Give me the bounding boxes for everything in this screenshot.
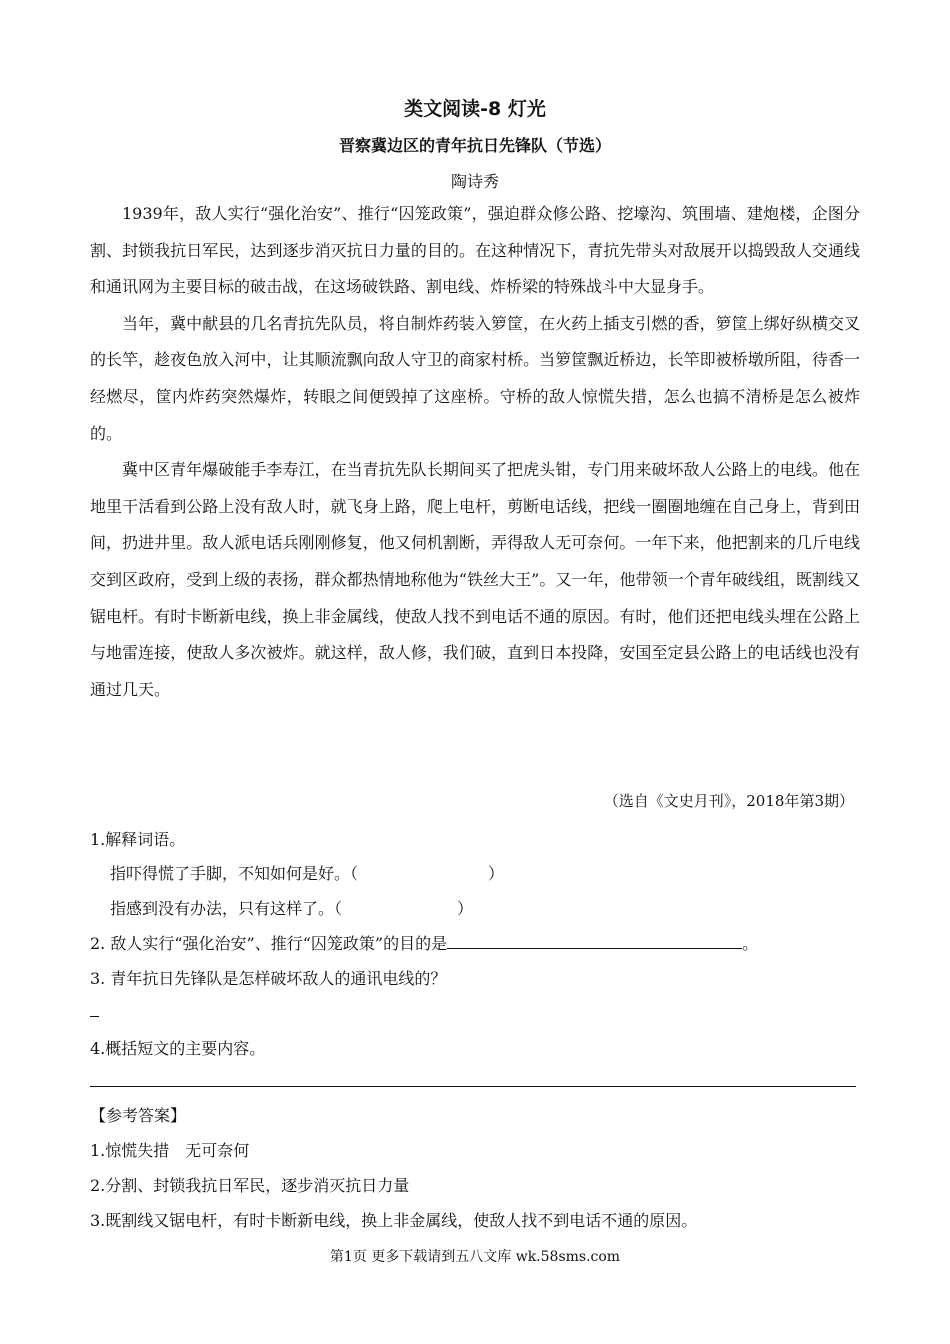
question-1a-text: 指吓得慌了手脚，不知如何是好。（ bbox=[110, 864, 359, 883]
question-1: 1.解释词语。 bbox=[90, 830, 186, 849]
question-2 bbox=[90, 931, 758, 954]
answers-heading: 【参考答案】 bbox=[90, 1106, 187, 1125]
answer-2: 2.分割、封锁我抗日军民，逐步消灭抗日力量 bbox=[90, 1176, 410, 1195]
article-source: （选自《文史月刊》，2018年第3期） bbox=[603, 792, 854, 810]
article-body bbox=[90, 196, 860, 708]
article-paragraph: 冀中区青年爆破能手李寿江，在当青抗先队长期间买了把虎头钳，专门用来破坏敌人公路上的电线。他在地里干活看到公路上没有敌人时，就飞身上路，爬上电杆，剪断电话线，把线一圈圈地缠在自己身上，背到田间，扔进井里。敌人派电话兵刚刚修复，他又伺机割断，弄得敌人无可奈何。一年下来，他把割来的几斤电线交到区政府，受到上级的表扬，群众都热情地称他为“铁丝大王”。又一年，他带领一个青年破线组，既割线又锯电杆。有时卡断新电线，换上非金属线，使敌人找不到电话不通的原因。有时，他们还把电线头埋在公路上与地雷连接，使敌人多次被炸。就这样，敌人修，我们破，直到日本投降，安国至定县公路上的电话线也没有通过几天。 bbox=[90, 460, 860, 699]
answer-1: 1.惊慌失措 无可奈何 bbox=[90, 1141, 250, 1160]
question-4: 4.概括短文的主要内容。 bbox=[90, 1039, 266, 1058]
article-paragraph: 1939年，敌人实行“强化治安”、推行“囚笼政策”，强迫群众修公路、挖壕沟、筑围墙、建炮楼，企图分割、封锁我抗日军民，达到逐步消灭抗日力量的目的。在这种情况下，青抗先带头对敌展开以捣毁敌人交通线和通讯网为主要目标的破击战，在这场破铁路、割电线、炸桥梁的特殊战斗中大显身手。 bbox=[90, 204, 860, 297]
answer-line bbox=[90, 1016, 99, 1017]
question-2-end: 。 bbox=[742, 934, 759, 953]
question-2-text: 2. 敌人实行“强化治安”、推行“囚笼政策”的目的是 bbox=[90, 934, 448, 953]
answer-rule bbox=[90, 1086, 856, 1087]
page-footer: 第1页 更多下载请到五八文库 wk.58sms.com bbox=[329, 1249, 621, 1265]
article-paragraph: 当年，冀中献县的几名青抗先队员，将自制炸药装入箩筐，在火药上插支引燃的香，箩筐上绑好纵横交叉的长竿，趁夜色放入河中，让其顺流飘向敌人守卫的商家村桥。当箩筐飘近桥边，长竿即被桥墩所阻，待香一经燃尽，筐内炸药突然爆炸，转眼之间便毁掉了这座桥。守桥的敌人惊慌失措，怎么也搞不清桥是怎么被炸的。 bbox=[90, 313, 860, 443]
article-subtitle: 晋察冀边区的青年抗日先锋队（节选） bbox=[338, 136, 611, 155]
question-1b-text: 指感到没有办法，只有这样了。（ bbox=[110, 899, 343, 918]
question-1b bbox=[110, 896, 473, 919]
question-1a bbox=[110, 861, 504, 884]
close-paren: ） bbox=[488, 864, 505, 883]
page-title: 类文阅读-8 灯光 bbox=[404, 98, 546, 120]
article-author: 陶诗秀 bbox=[450, 172, 499, 191]
close-paren: ） bbox=[457, 899, 474, 918]
question-3: 3. 青年抗日先锋队是怎样破坏敌人的通讯电线的？ bbox=[90, 969, 447, 988]
answer-underline bbox=[447, 934, 742, 949]
answer-3: 3.既割线又锯电杆，有时卡断新电线，换上非金属线，使敌人找不到电话不通的原因。 bbox=[90, 1211, 698, 1230]
